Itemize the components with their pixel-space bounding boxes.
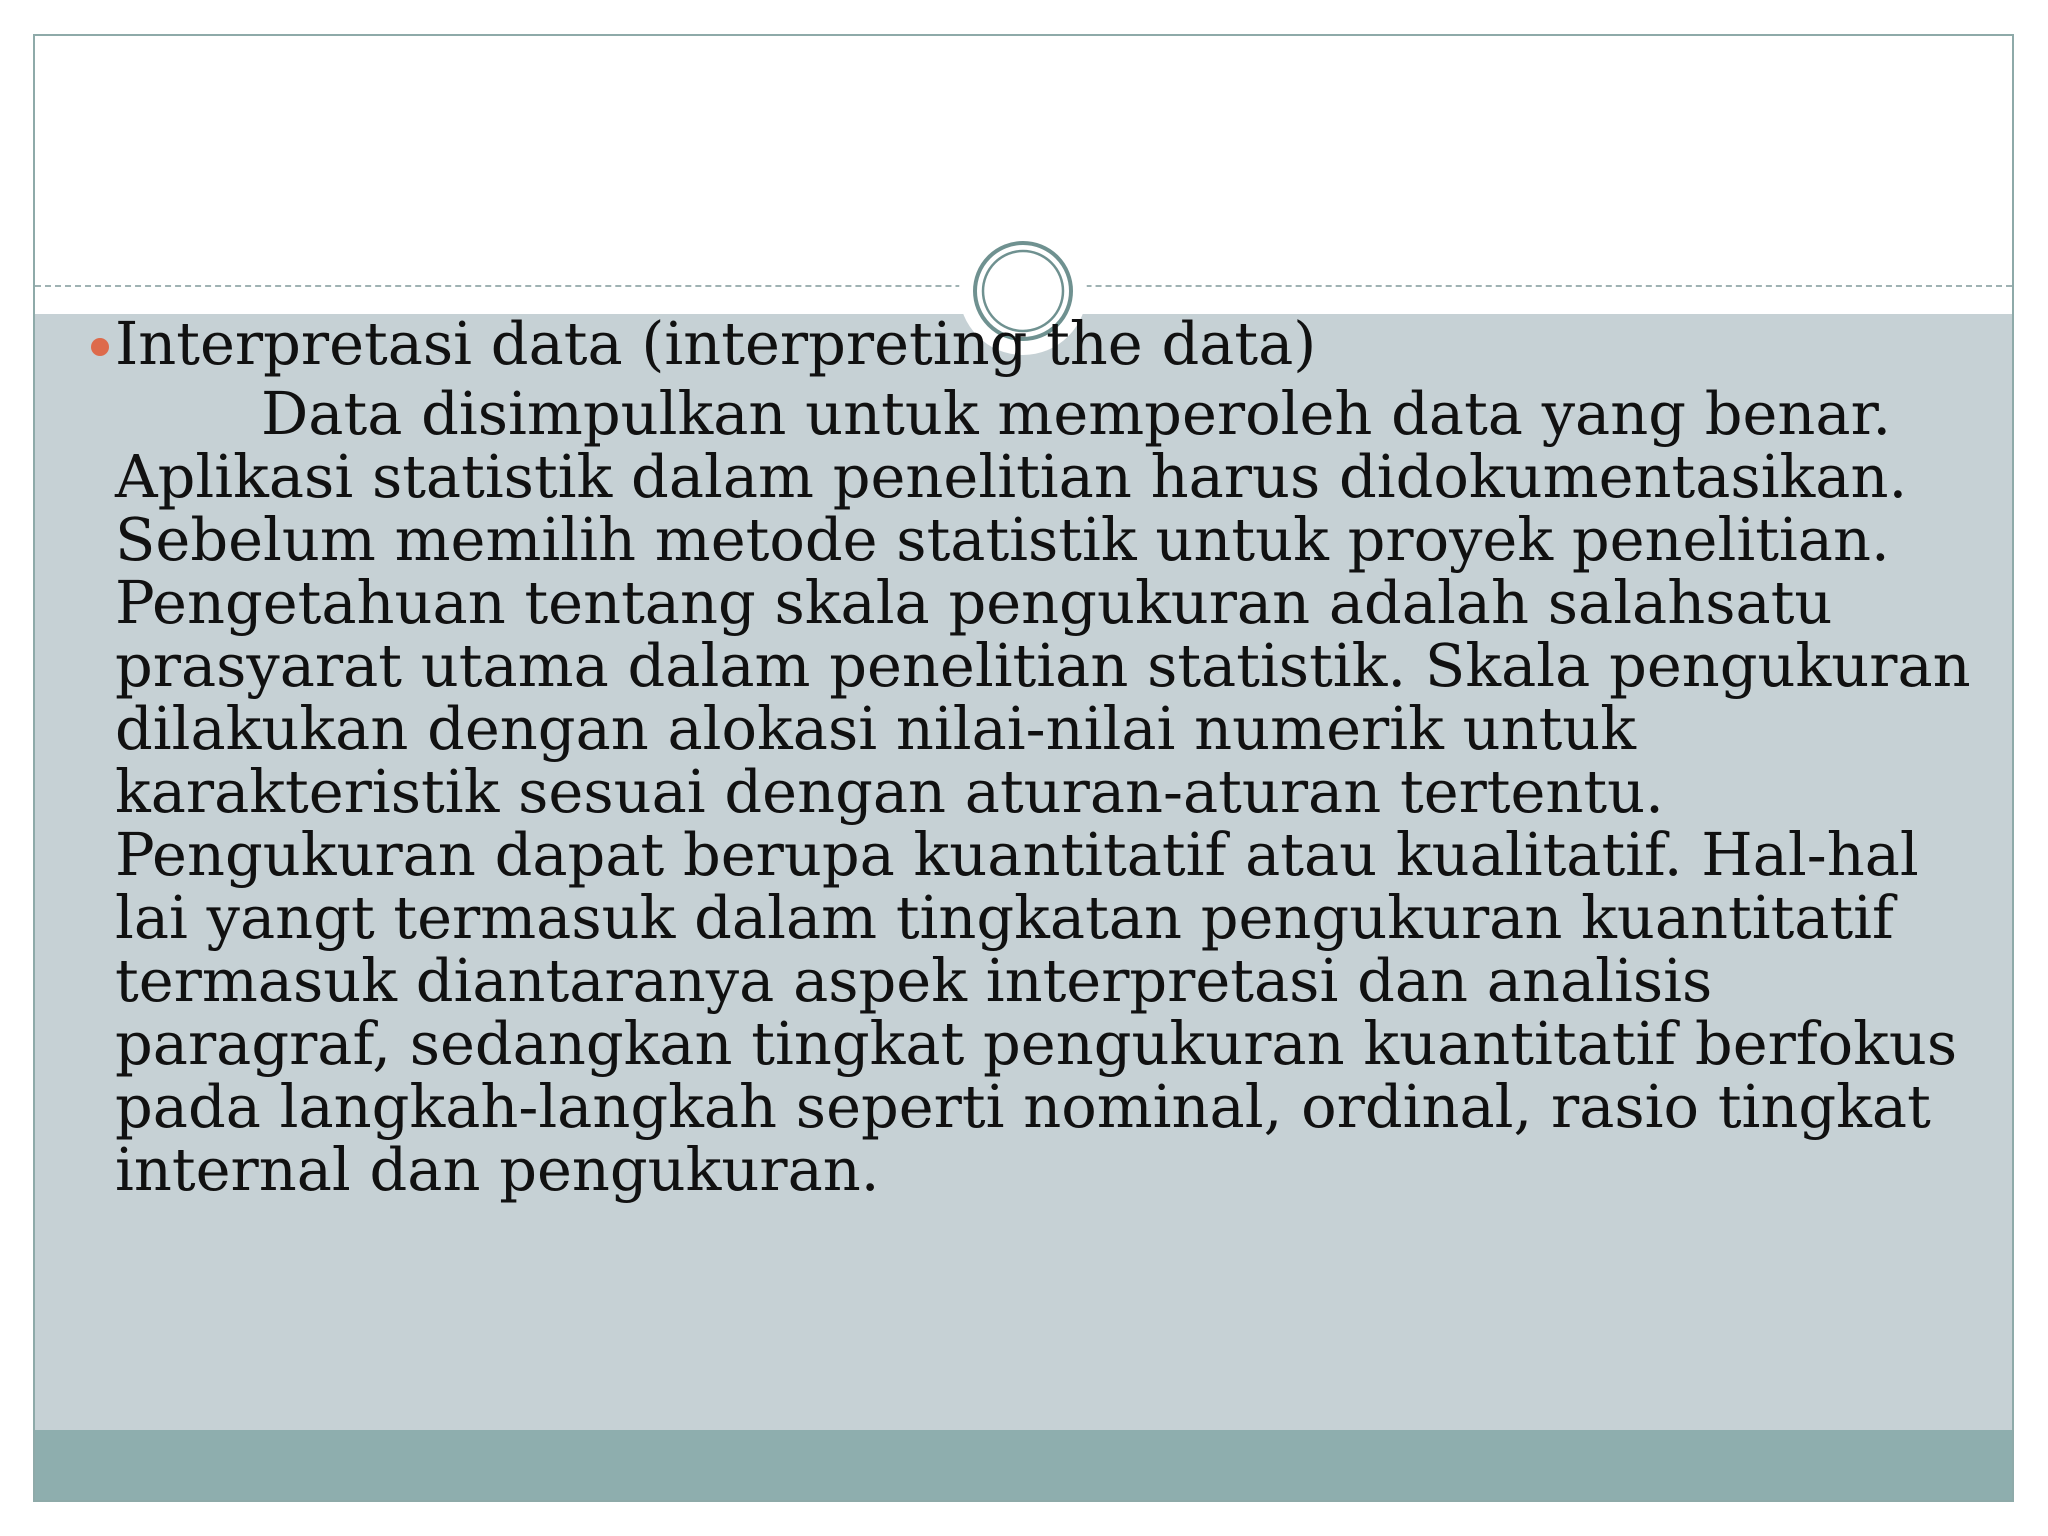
- body-line: dilakukan dengan alokasi nilai-nilai numerik untuk: [115, 694, 1637, 763]
- bullet-heading: Interpretasi data (interpreting the data): [115, 309, 1317, 378]
- body-line: pada langkah-langkah seperti nominal, ordinal, rasio tingkat: [115, 1072, 1931, 1141]
- body-line: prasyarat utama dalam penelitian statistik. Skala pengukuran: [115, 631, 1971, 700]
- body-line: Pengukuran dapat berupa kuantitatif atau kualitatif. Hal-hal: [115, 820, 1919, 889]
- slide-content: [115, 308, 1971, 1204]
- body-line: paragraf, sedangkan tingkat pengukuran kuantitatif berfokus: [115, 1009, 1958, 1078]
- body-line: Aplikasi statistik dalam penelitian harus didokumentasikan.: [115, 442, 1908, 511]
- body-line: Pengetahuan tentang skala pengukuran adalah salahsatu: [115, 568, 1833, 637]
- body-line: Sebelum memilih metode statistik untuk proyek penelitian.: [115, 505, 1890, 574]
- round-bullet-icon: [91, 338, 109, 356]
- body-line: termasuk diantaranya aspek interpretasi dan analisis: [115, 946, 1713, 1015]
- body-line: lai yangt termasuk dalam tingkatan pengukuran kuantitatif: [115, 883, 1894, 952]
- body-line: internal dan pengukuran.: [115, 1135, 880, 1204]
- body-line: Data disimpulkan untuk memperoleh data yang benar.: [261, 379, 1892, 448]
- footer-band: [35, 1430, 2012, 1500]
- body-line: karakteristik sesuai dengan aturan-aturan tertentu.: [115, 757, 1664, 826]
- body-paragraph: [115, 379, 1971, 1204]
- bullet-item: [115, 308, 1955, 380]
